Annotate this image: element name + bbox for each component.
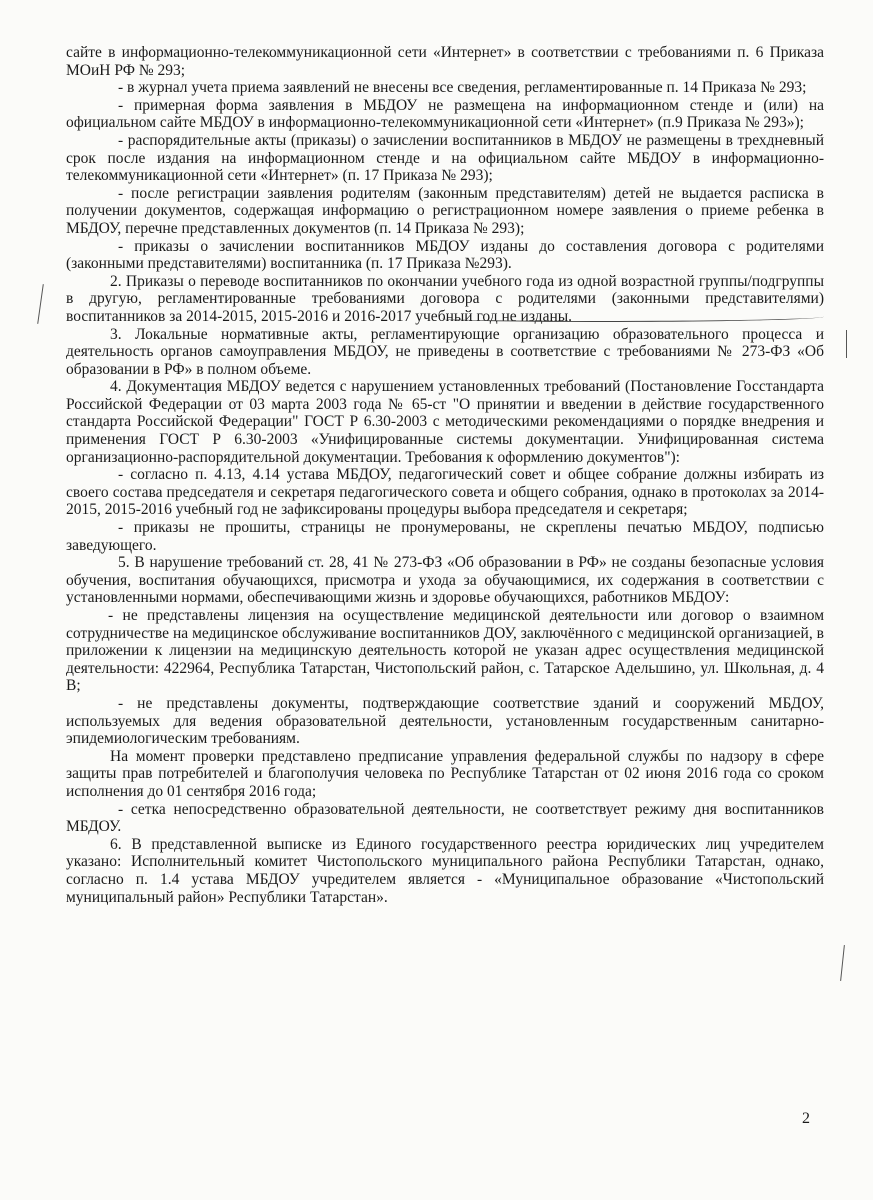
- margin-pen-mark: [846, 330, 847, 358]
- paragraph: - приказы не прошиты, страницы не пронумерованы, не скреплены печатью МБДОУ, подписью заведующего.: [66, 519, 824, 554]
- paragraph: 6. В представленной выписке из Единого государственного реестра юридических лиц учредителем указано: Исполнительный комитет Чистопольского муниципального района Республики Татарстан, однако, согласно п. 1.4 устава МБДОУ учредителем является - «Муниципальное образование «Чистопольский муниципальный район» Республики Татарстан».: [66, 835, 824, 906]
- paragraph: На момент проверки представлено предписание управления федеральной службы по надзору в сфере защиты прав потребителей и благополучия человека по Республике Татарстан от 02 июня 2016 года со сроком исполнения до 01 сентября 2016 года;: [66, 747, 824, 800]
- paragraph: - после регистрации заявления родителям (законным представителям) детей не выдается расписка в получении документов, содержащая информацию о регистрационном номере заявления о приеме ребенка в МБДОУ, перечне представленных документов (п. 14 Приказа № 293);: [66, 184, 824, 237]
- paragraph: - не представлены лицензия на осуществление медицинской деятельности или договор о взаимном сотрудничестве на медицинское обслуживание воспитанников ДОУ, заключённого с медицинской организацией, в приложении к лицензии на медицинскую деятельность которой не указан адрес осуществления медицинской деятельности: 422964, Республика Татарстан, Чистопольский район, с. Татарское Адельшино, ул. Школьная, д. 4 В;: [66, 607, 824, 695]
- paragraph: - не представлены документы, подтверждающие соответствие зданий и сооружений МБДОУ, используемых для ведения образовательной деятельности, установленным государственным санитарно-эпидемиологическим требованиям.: [66, 694, 824, 748]
- paragraph: - согласно п. 4.13, 4.14 устава МБДОУ, педагогический совет и общее собрание должны избирать из своего состава председателя и секретаря педагогического совета и общего собрания, однако в протоколах за 2014-2015, 2015-2016 учебный год не зафиксированы процедуры выбора председателя и секретаря;: [66, 466, 824, 519]
- page-number: 2: [802, 1110, 810, 1127]
- paragraph: - распорядительные акты (приказы) о зачислении воспитанников в МБДОУ не размещены в трехдневный срок после издания на информационном стенде и на официальном сайте МБДОУ в информационно-телекоммуникационной сети «Интернет» (п. 17 Приказа № 293);: [66, 131, 824, 185]
- paragraph: - в журнал учета приема заявлений не внесены все сведения, регламентированные п. 14 Приказа № 293;: [118, 79, 807, 97]
- paragraph: 2. Приказы о переводе воспитанников по окончании учебного года из одной возрастной группы/подгруппы в другую, регламентированные требованиями договора с родителями (законными представителями) воспитанников за 2014-2015, 2015-2016 и 2016-2017 учебный год не изданы.: [66, 272, 824, 325]
- margin-pen-mark: [37, 284, 44, 324]
- document-body: [66, 44, 824, 906]
- paragraph: 3. Локальные нормативные акты, регламентирующие организацию образовательного процесса и деятельность органов самоуправления МБДОУ, не приведены в соответствие с требованиями № 273-ФЗ «Об образовании в РФ» в полном объеме.: [66, 325, 824, 378]
- paragraph: сайте в информационно-телекоммуникационной сети «Интернет» в соответствии с требованиями п. 6 Приказа МОиН РФ № 293;: [66, 44, 824, 79]
- paragraph: 4. Документация МБДОУ ведется с нарушением установленных требований (Постановление Госстандарта Российской Федерации от 03 марта 2003 года № 65-ст "О принятии и введении в действие государственного стандарта Российской Федерации" ГОСТ Р 6.30-2003 с методическими рекомендациями о порядке внедрения и применения ГОСТ Р 6.30-2003 «Унифицированные системы документации. Унифицированная система организационно-распорядительной документации. Требования к оформлению документов"):: [66, 378, 824, 466]
- paragraph: 5. В нарушение требований ст. 28, 41 № 273-ФЗ «Об образовании в РФ» не созданы безопасные условия обучения, воспитания обучающихся, присмотра и ухода за обучающимися, их содержания в соответствии с установленными нормами, обеспечивающими жизнь и здоровье обучающихся, работников МБДОУ:: [66, 554, 824, 607]
- paragraph: - сетка непосредственно образовательной деятельности, не соответствует режиму дня воспитанников МБДОУ.: [66, 800, 824, 836]
- paragraph: - приказы о зачислении воспитанников МБДОУ изданы до составления договора с родителями (законными представителями) воспитанника (п. 17 Приказа №293).: [66, 237, 824, 273]
- paragraph: - примерная форма заявления в МБДОУ не размещена на информационном стенде и (или) на официальном сайте МБДОУ в информационно-телекоммуникационной сети «Интернет» (п.9 Приказа № 293»);: [66, 96, 824, 132]
- margin-pen-mark: [840, 945, 845, 981]
